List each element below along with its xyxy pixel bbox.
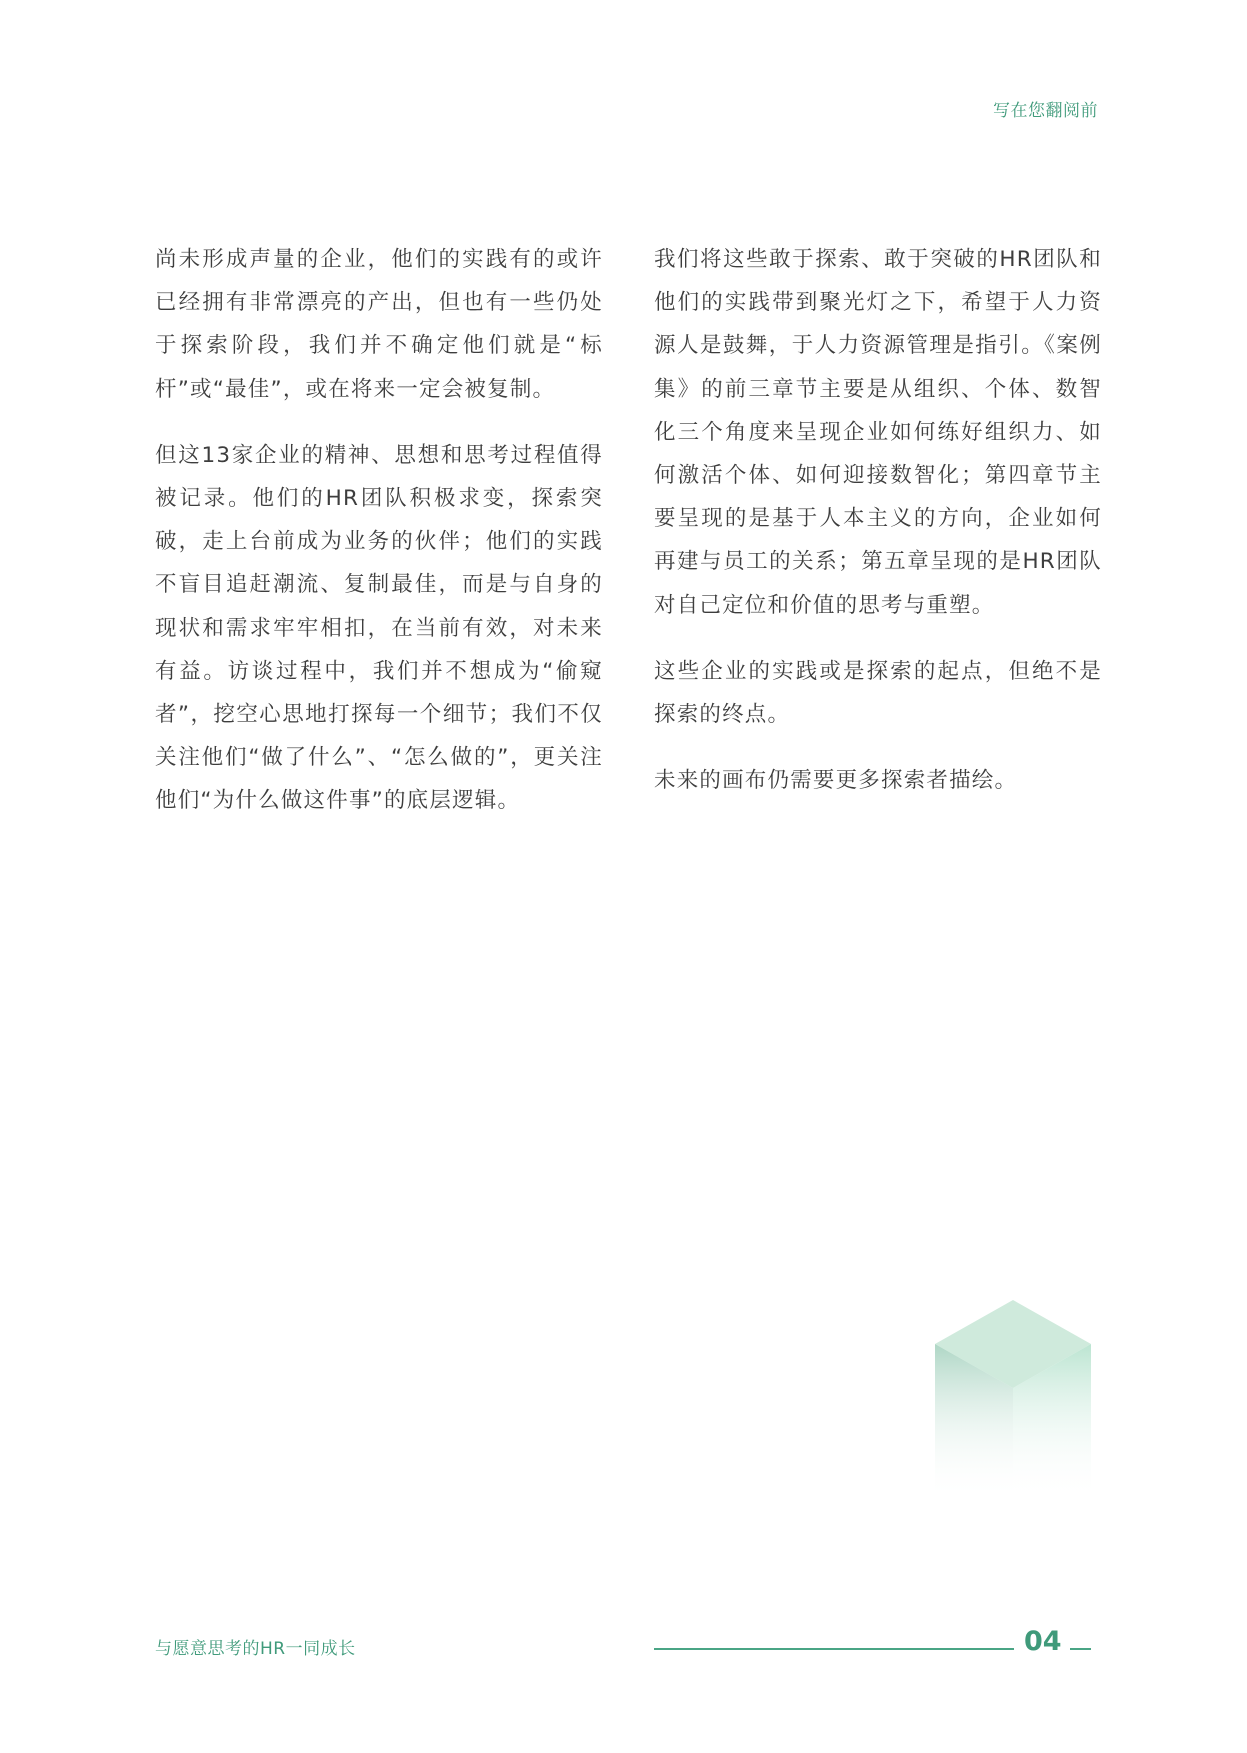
left-text-column <box>155 238 603 846</box>
paragraph: 但这13家企业的精神、思想和思考过程值得被记录。他们的HR团队积极求变，探索突破，走上台前成为业务的伙伴；他们的实践不盲目追赶潮流、复制最佳，而是与自身的现状和需求牢牢相扣，在当前有效，对未来有益。访谈过程中，我们并不想成为“偷窥者”，挖空心思地打探每一个细节；我们不仅关注他们“做了什么”、“怎么做的”，更关注他们“为什么做这件事”的底层逻辑。 <box>155 442 603 814</box>
footer-divider <box>654 1648 1014 1650</box>
footer-tagline: 与愿意思考的HR一同成长 <box>155 1639 356 1659</box>
right-text-column <box>654 238 1102 825</box>
running-header-section-title: 写在您翻阅前 <box>993 101 1098 121</box>
paragraph: 这些企业的实践或是探索的起点，但绝不是探索的终点。 <box>654 658 1102 728</box>
paragraph: 未来的画布仍需要更多探索者描绘。 <box>654 768 1018 794</box>
decorative-cube-icon <box>935 1300 1091 1500</box>
page-number: 04 <box>1024 1626 1062 1657</box>
paragraph: 尚未形成声量的企业，他们的实践有的或许已经拥有非常漂亮的产出，但也有一些仍处于探索阶段，我们并不确定他们就是“标杆”或“最佳”，或在将来一定会被复制。 <box>155 247 603 402</box>
paragraph: 我们将这些敢于探索、敢于突破的HR团队和他们的实践带到聚光灯之下，希望于人力资源人是鼓舞，于人力资源管理是指引。《案例集》的前三章节主要是从组织、个体、数智化三个角度来呈现企业如何练好组织力、如何激活个体、如何迎接数智化；第四章节主要呈现的是基于人本主义的方向，企业如何再建与员工的关系；第五章呈现的是HR团队对自己定位和价值的思考与重塑。 <box>654 247 1102 618</box>
footer-divider-end <box>1070 1648 1091 1650</box>
